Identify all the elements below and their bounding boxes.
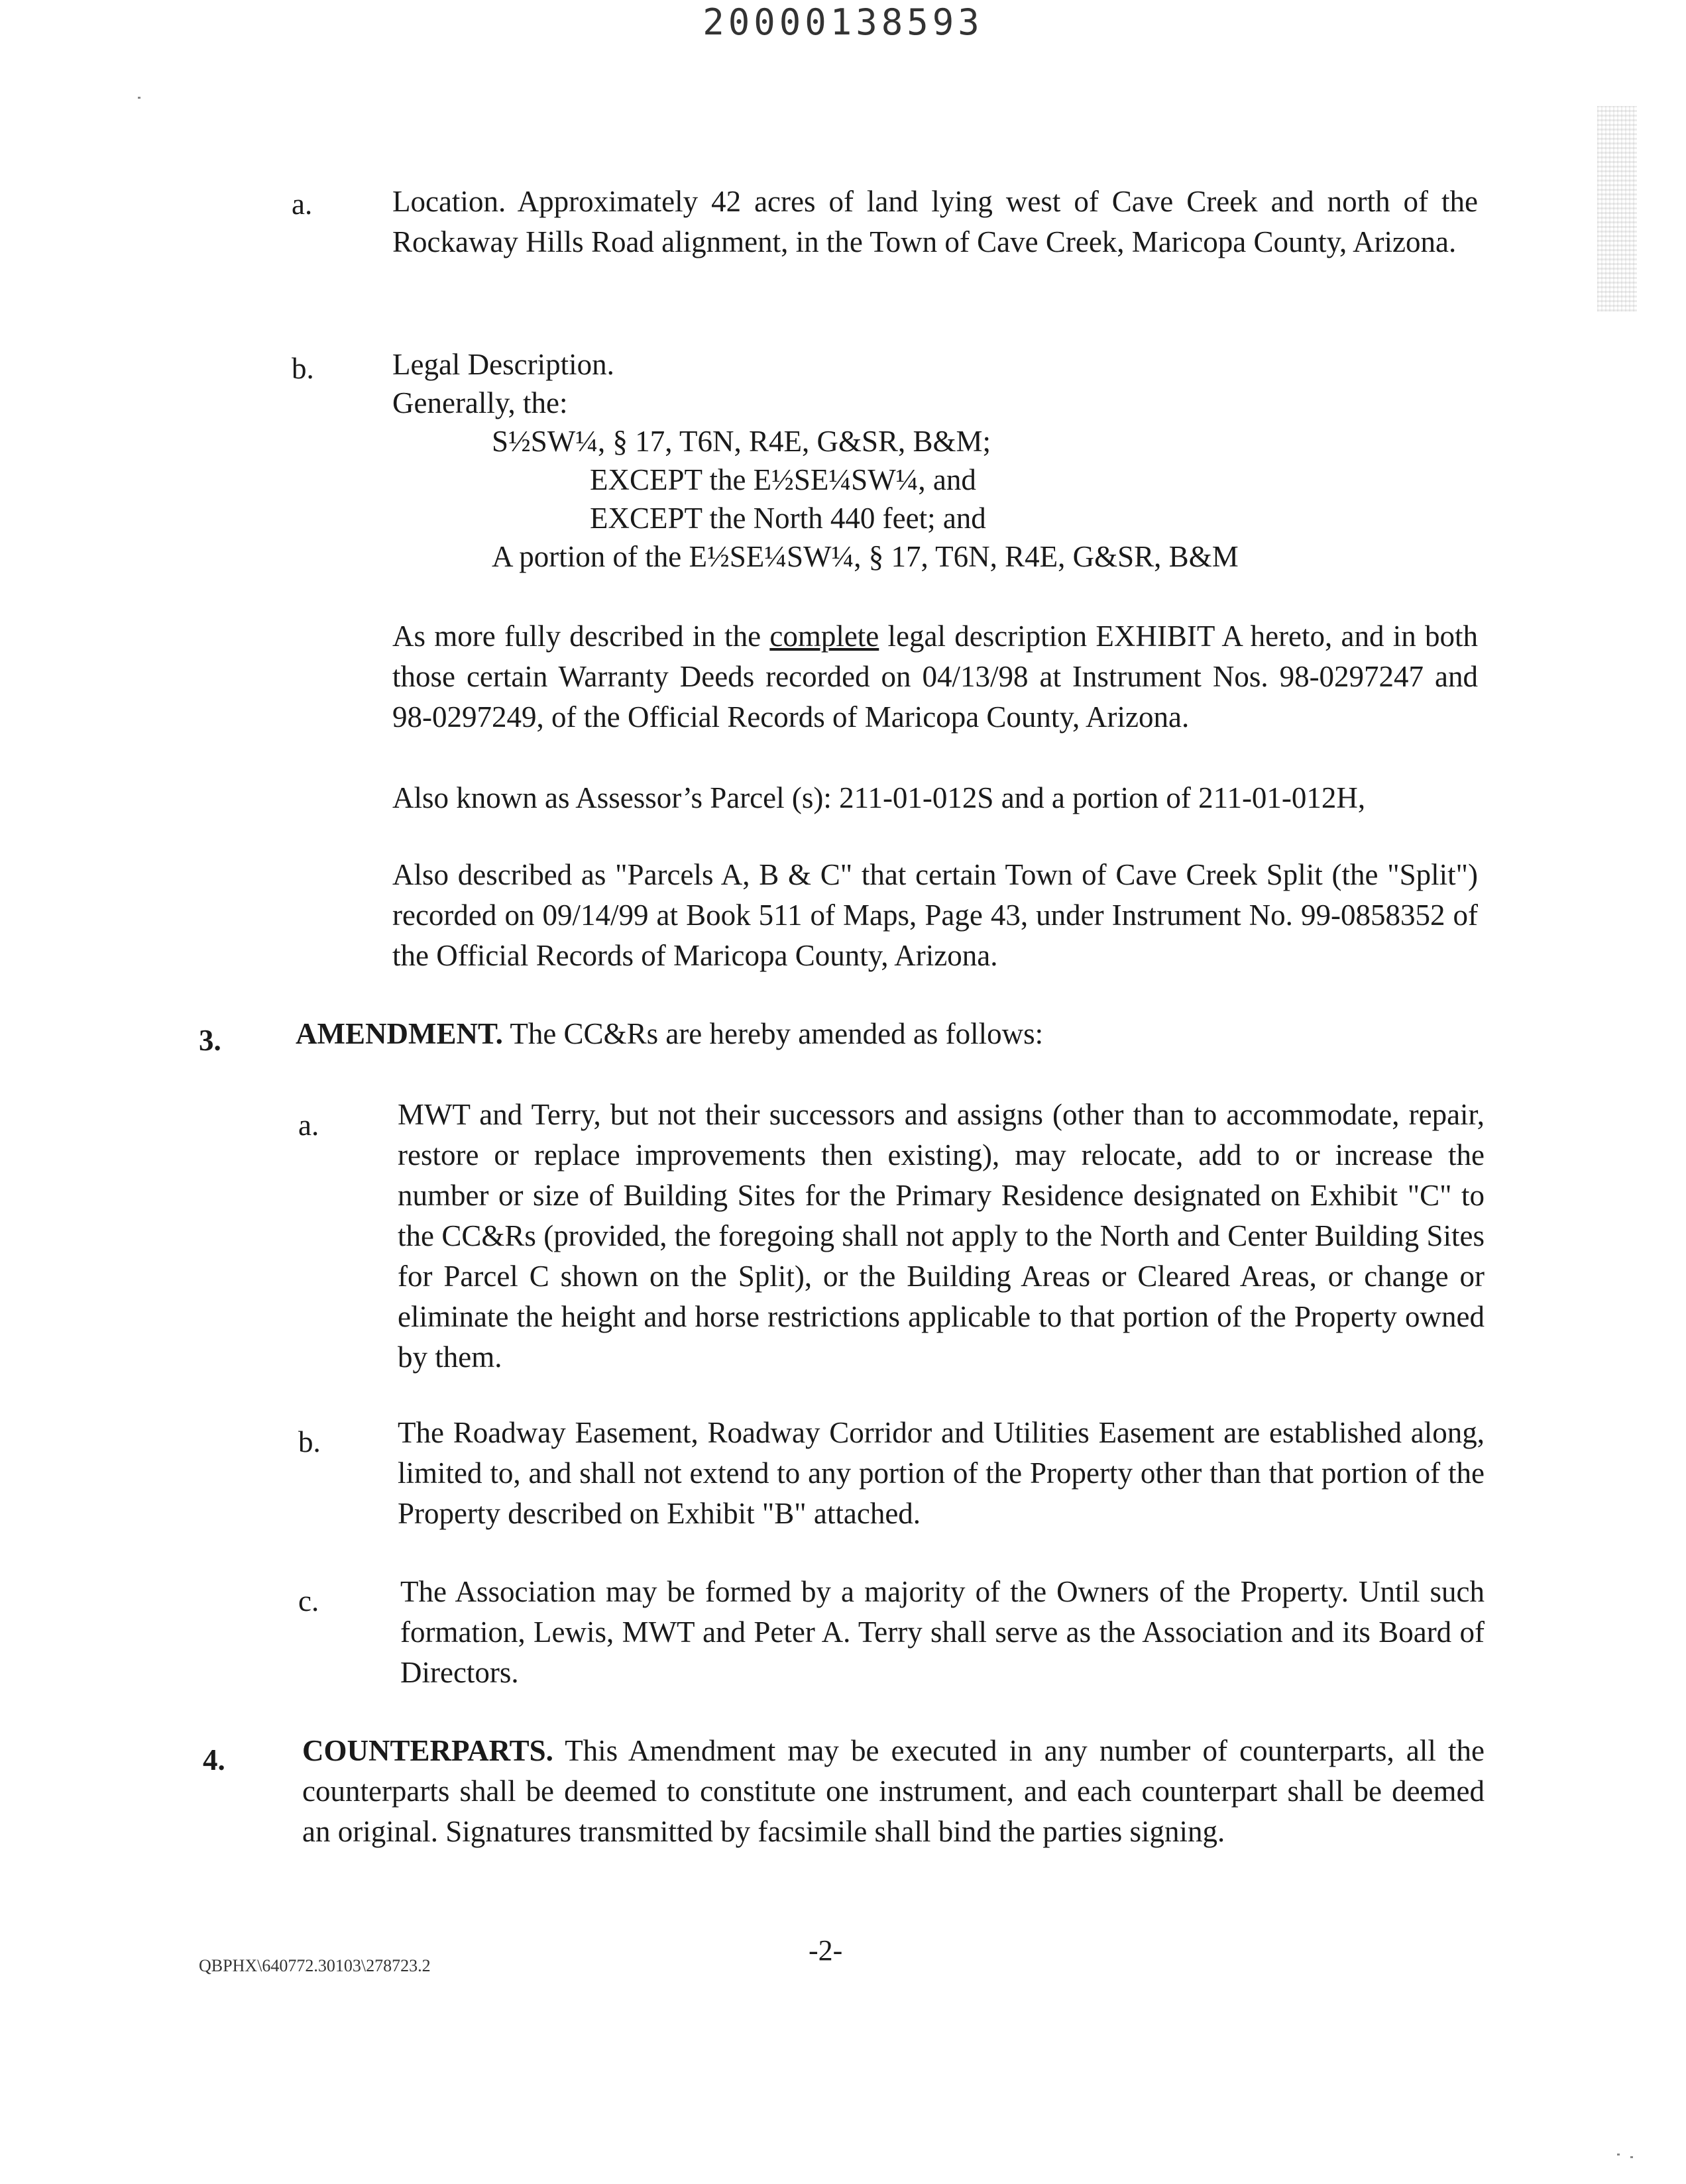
section-b-heading: Legal Description. xyxy=(392,348,614,381)
section-4-paragraph xyxy=(302,1731,1485,1852)
scan-stamp-artifact xyxy=(1597,106,1637,311)
para1-underlined: complete xyxy=(769,620,879,653)
amendment-b-marker: b. xyxy=(298,1425,321,1458)
section-3-heading xyxy=(296,1014,1489,1054)
scan-speck xyxy=(1617,2154,1620,2156)
legal-line-1: S½SW¼, § 17, T6N, R4E, G&SR, B&M; xyxy=(492,425,991,458)
section-4-title: COUNTERPARTS. xyxy=(302,1734,553,1767)
section-b-marker: b. xyxy=(292,352,314,385)
recording-number: 20000138593 xyxy=(702,1,984,43)
section-a-location: Location. Approximately 42 acres of land lying west of Cave Creek and north of the Rockaway Hills Road alignment, in the Town of Cave Creek, Maricopa County, Arizona. xyxy=(392,185,1478,258)
legal-line-4: A portion of the E½SE¼SW¼, § 17, T6N, R4E, G&SR, B&M xyxy=(492,540,1239,573)
section-4-number: 4. xyxy=(203,1743,225,1776)
document-id: QBPHX\640772.30103\278723.2 xyxy=(199,1956,431,1975)
amendment-a-marker: a. xyxy=(298,1109,319,1142)
assessor-parcel-paragraph: Also known as Assessor’s Parcel (s): 211-01-012S and a portion of 211-01-012H, xyxy=(392,781,1366,814)
legal-paragraph-complete xyxy=(392,616,1478,737)
legal-line-3: EXCEPT the North 440 feet; and xyxy=(590,502,986,535)
section-3-title: AMENDMENT. xyxy=(296,1017,503,1050)
section-4-text: This Amendment may be executed in any number of counterparts, all the counterparts shall be deemed to constitute one instrument, and each counterpart shall be deemed an original. Signatures transmitted by facsimile shall bind the parties signing. xyxy=(302,1734,1485,1848)
para1-after: legal description EXHIBIT A hereto, and in both those certain Warranty Deeds recorded on 04/13/98 at Instrument Nos. 98-0297247 and 98-0297249, of the Official Records of Maricopa County, Arizona. xyxy=(392,620,1478,734)
amendment-c-marker: c. xyxy=(298,1584,319,1617)
section-3-number: 3. xyxy=(199,1024,221,1057)
scan-speck xyxy=(138,97,140,99)
scan-speck xyxy=(1630,2156,1633,2158)
amendment-a-text: MWT and Terry, but not their successors and assigns (other than to accommodate, repair, restore or replace improvements then existing), may relocate, add to or increase the number or size of Building Sites for the Primary Residence designated on Exhibit "C" to the CC&Rs (provided, the foregoing shall not apply to the North and Center Building Sites for Parcel C shown on the Split), or the Building Areas or Cleared Areas, or change or eliminate the height and horse restrictions applicable to that portion of the Property owned by them. xyxy=(398,1098,1485,1374)
legal-line-2: EXCEPT the E½SE¼SW¼, and xyxy=(590,463,976,496)
split-paragraph: Also described as "Parcels A, B & C" that certain Town of Cave Creek Split (the "Split") recorded on 09/14/99 at Book 511 of Maps, Page 43, under Instrument No. 99-0858352 of the Official Records of Maricopa County, Arizona. xyxy=(392,858,1478,972)
amendment-b-text: The Roadway Easement, Roadway Corridor and Utilities Easement are established along, limited to, and shall not extend to any portion of the Property other than that portion of the Property described on Exhibit "B" attached. xyxy=(398,1416,1485,1530)
section-b-generally: Generally, the: xyxy=(392,386,568,419)
section-3-intro: The CC&Rs are hereby amended as follows: xyxy=(502,1017,1044,1050)
para1-before: As more fully described in the xyxy=(392,620,770,653)
section-a-marker: a. xyxy=(292,188,313,221)
page-number: -2- xyxy=(809,1934,843,1967)
amendment-c-text: The Association may be formed by a majority of the Owners of the Property. Until such formation, Lewis, MWT and Peter A. Terry shall serve as the Association and its Board of Directors. xyxy=(400,1575,1485,1689)
